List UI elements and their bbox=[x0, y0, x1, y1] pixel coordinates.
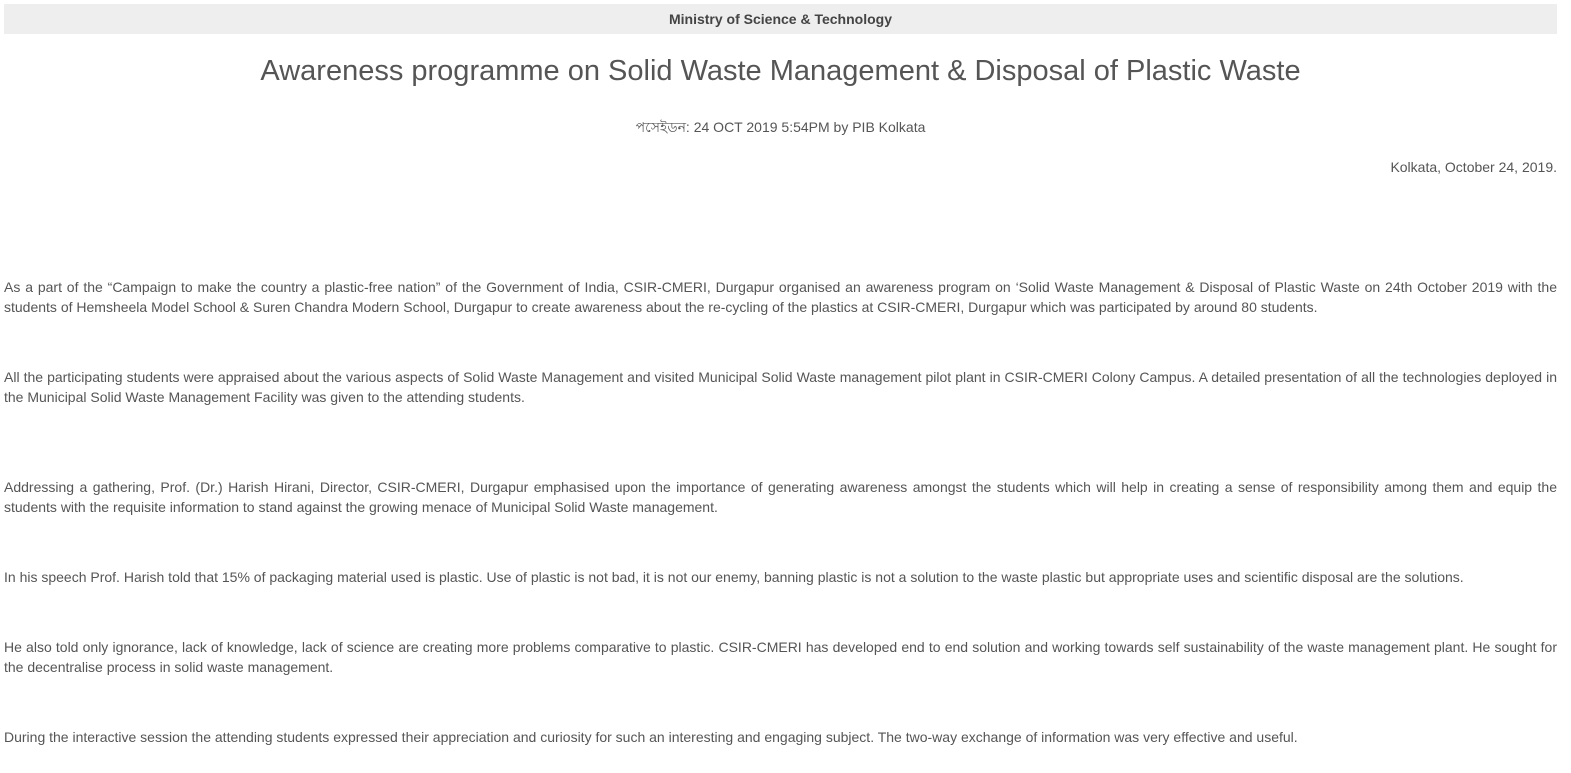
article-paragraph-5: He also told only ignorance, lack of knowledge, lack of science are creating more problems comparative to plastic. CSIR-CMERI has developed end to end solution and working towards self sustainability of the waste management plant. He sought for the decentralise process in solid waste management. bbox=[4, 639, 1557, 675]
article-paragraph-6: During the interactive session the attending students expressed their appreciation and curiosity for such an interesting and engaging subject. The two-way exchange of information was very effective and useful. bbox=[4, 729, 1298, 745]
ministry-name: Ministry of Science & Technology bbox=[668, 11, 892, 27]
page-title: Awareness programme on Solid Waste Management & Disposal of Plastic Waste bbox=[260, 55, 1301, 87]
article-paragraph-3: Addressing a gathering, Prof. (Dr.) Harish Hirani, Director, CSIR-CMERI, Durgapur emphasised upon the importance of generating awareness amongst the students which will help in creating a sense of responsibility among them and equip the students with the requisite information to stand against the growing menace of Municipal Solid Waste management. bbox=[4, 479, 1557, 515]
posted-on bbox=[4, 118, 1557, 136]
dateline: Kolkata, October 24, 2019. bbox=[1390, 159, 1557, 175]
article-paragraph-2: All the participating students were appraised about the various aspects of Solid Waste Management and visited Municipal Solid Waste management pilot plant in CSIR-CMERI Colony Campus. A detailed presentation of all the technologies deployed in the Municipal Solid Waste Management Facility was given to the attending students. bbox=[4, 369, 1557, 405]
posted-on-value: 24 OCT 2019 5:54PM by PIB Kolkata bbox=[693, 119, 926, 135]
ministry-header bbox=[4, 4, 1557, 34]
posted-on-label: পসেইডন: bbox=[635, 119, 690, 135]
article-paragraph-4: In his speech Prof. Harish told that 15% of packaging material used is plastic. Use of plastic is not bad, it is not our enemy, banning plastic is not a solution to the waste plastic but appropriate uses and scientific disposal are the solutions. bbox=[4, 569, 1464, 585]
article-paragraph-1: As a part of the “Campaign to make the country a plastic-free nation” of the Government of India, CSIR-CMERI, Durgapur organised an awareness program on ‘Solid Waste Management & Disposal of Plastic Waste on 24th October 2019 with the students of Hemsheela Model School & Suren Chandra Modern School, Durgapur to create awareness about the re-cycling of the plastics at CSIR-CMERI, Durgapur which was participated by around 80 students. bbox=[4, 279, 1557, 315]
